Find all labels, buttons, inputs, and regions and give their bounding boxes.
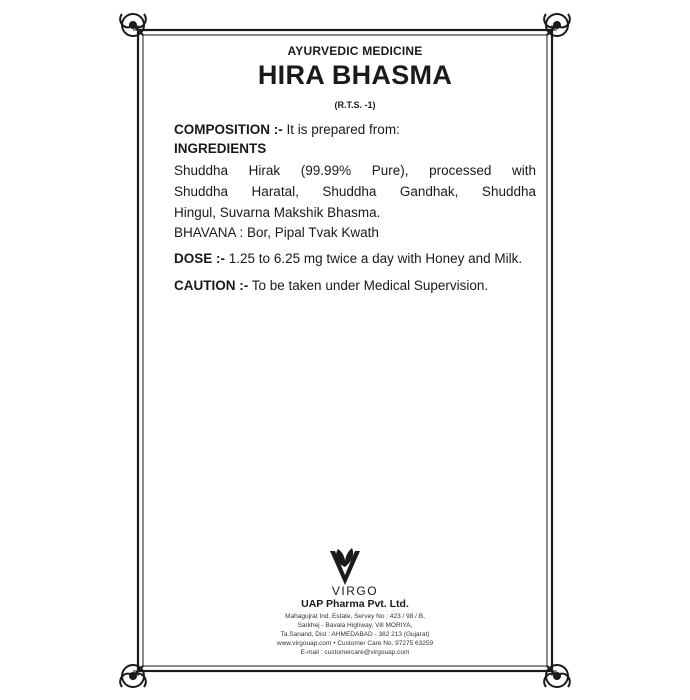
corner-ornament-top-right (544, 14, 570, 36)
bhavana-line: BHAVANA : Bor, Pipal Tvak Kwath (174, 225, 379, 240)
email-line: E-mail : customercare@virgouap.com (300, 649, 410, 656)
website-and-customer-care: www.virgouap.com • Customer Care No. 97275 63259 (276, 640, 434, 647)
ingredients-line: Shuddha Haratal, Shuddha Gandhak, Shuddha (174, 184, 536, 199)
category-heading: AYURVEDIC MEDICINE (287, 44, 423, 58)
address-line: Ta.Sanand, Dist : AHMEDABAD - 382 213 (Gujarat) (280, 631, 430, 638)
brand-name: VIRGO (331, 584, 379, 598)
caution-line (174, 278, 536, 293)
virgo-logo-icon (322, 545, 368, 589)
dose-heading: DOSE :- (174, 251, 226, 266)
corner-ornament-bottom-left (120, 665, 146, 687)
dose-text: 1.25 to 6.25 mg twice a day with Honey and Milk. (228, 251, 523, 266)
composition-heading: COMPOSITION :- (174, 122, 283, 137)
address-line: Mahagujrat Ind. Estate, Servey No : 423 / 98 / B, (285, 613, 425, 620)
caution-heading: CAUTION :- (174, 278, 249, 293)
ingredients-line: Shuddha Hirak (99.99% Pure), processed with (174, 163, 536, 178)
caution-text: To be taken under Medical Supervision. (251, 278, 489, 293)
product-title: HIRA BHASMA (257, 60, 453, 90)
corner-ornament-bottom-right (544, 665, 570, 687)
address-line: Sarkhej - Bavala Highway, Vill MORIYA, (297, 622, 413, 629)
dose-line (174, 251, 536, 266)
company-name: UAP Pharma Pvt. Ltd. (301, 598, 409, 610)
composition-line (174, 122, 536, 137)
composition-text: It is prepared from: (286, 122, 400, 137)
ingredients-heading: INGREDIENTS (174, 141, 267, 156)
ingredients-text (174, 160, 536, 223)
corner-ornament-top-left (120, 14, 146, 36)
ingredients-line: Hingul, Suvarna Makshik Bhasma. (174, 205, 381, 220)
reference-code: (R.T.S. -1) (334, 100, 376, 110)
